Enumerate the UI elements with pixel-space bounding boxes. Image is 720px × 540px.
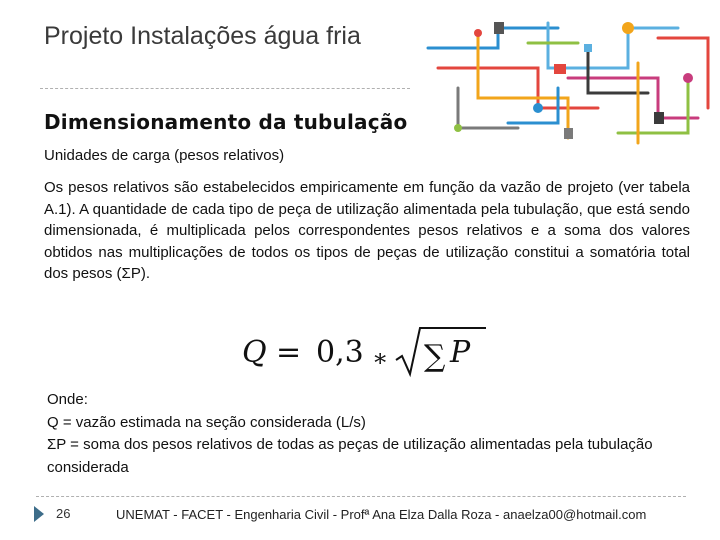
slide-title: Projeto Instalações água fria	[44, 22, 361, 50]
section-heading: Dimensionamento da tubulação	[44, 110, 408, 134]
formula-p: P	[450, 335, 471, 370]
definitions-intro: Onde:	[47, 391, 88, 408]
formula-q: Q	[242, 335, 267, 370]
footer-credit: UNEMAT - FACET - Engenharia Civil - Profª Ana Elza Dalla Roza - anaelza00@hotmail.com	[116, 507, 647, 522]
formula-equals: =	[276, 335, 302, 370]
page-number: 26	[56, 506, 71, 521]
definition-q: Q = vazão estimada na seção considerada (L/s)	[47, 413, 366, 431]
definitions	[47, 389, 707, 479]
formula-sum: ∑	[424, 339, 446, 374]
flow-formula	[238, 324, 488, 380]
pipes-illustration	[418, 8, 718, 150]
definition-sum-p: ΣP = soma dos pesos relativos de todas as peças de utilização alimentadas pela tubulação considerada	[47, 436, 653, 476]
footer-arrow-icon	[34, 506, 44, 522]
footer-divider	[36, 496, 686, 497]
formula-coefficient: 0,3	[316, 335, 364, 370]
title-divider	[40, 88, 410, 89]
section-subheading: Unidades de carga (pesos relativos)	[44, 147, 285, 164]
formula-operator: ∗	[372, 344, 389, 372]
body-paragraph: Os pesos relativos são estabelecidos empiricamente em função da vazão de projeto (ver tabela A.1). A quantidade de cada tipo de peça de utilização alimentada pela tubulação, que está sendo dimensionada, é multiplicada pelos correspondentes pesos relativos e a soma dos valores obtidos nas multiplicações de todos os tipos de peças de utilização constitui a somatória total dos pesos (ΣP).	[44, 179, 690, 282]
